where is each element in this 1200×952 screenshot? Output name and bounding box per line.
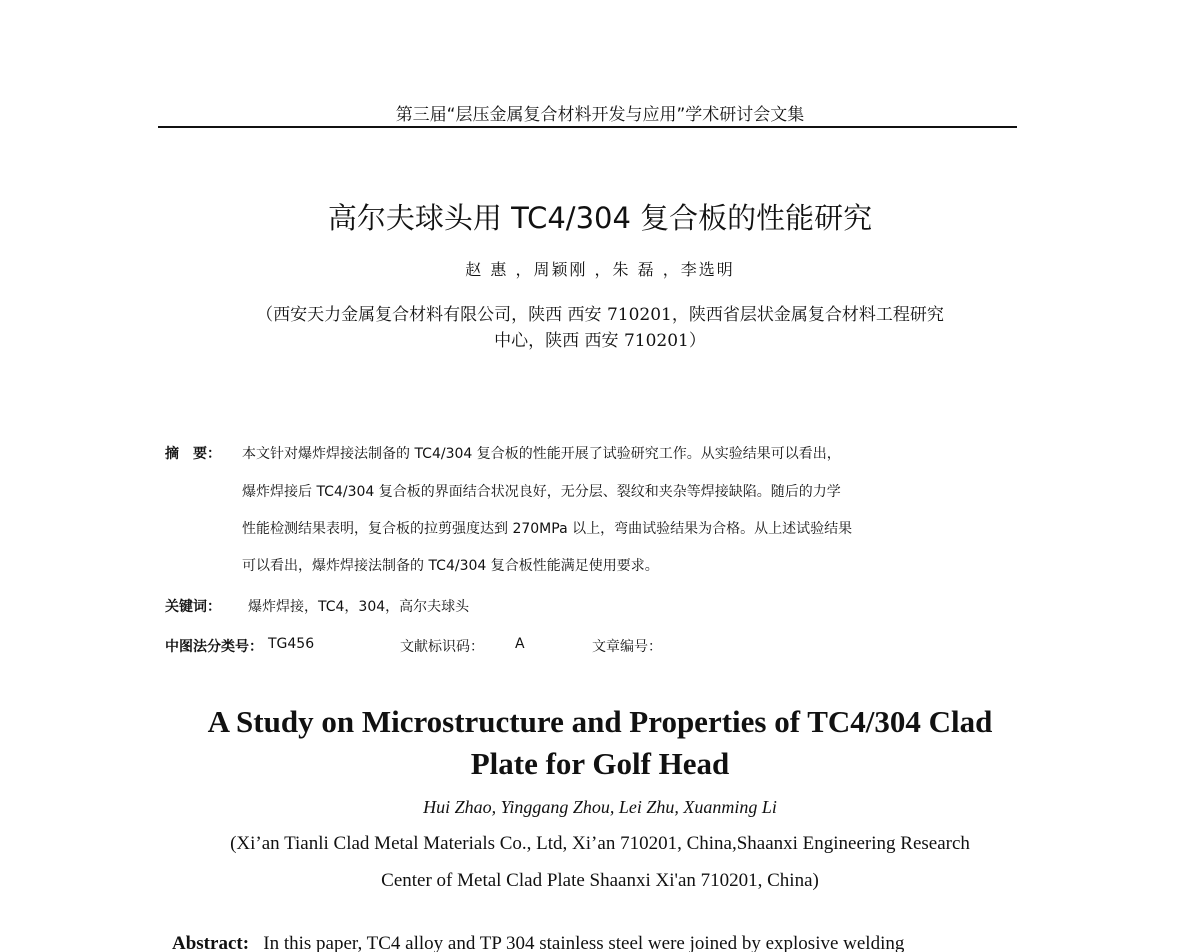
chinese-affiliation-line: （西安天力金属复合材料有限公司，陕西 西安 710201，陕西省层状金属复合材料工程研究 [256, 305, 944, 325]
english-abstract-text: In this paper, TC4 alloy and TP 304 stainless steel were joined by explosive welding [263, 933, 905, 952]
running-header: 第三届“层压金属复合材料开发与应用”学术研讨会文集 [395, 105, 805, 125]
doc-code-value: A [515, 636, 525, 652]
english-title-line: A Study on Microstructure and Properties of TC4/304 Clad [207, 704, 993, 739]
clc-label: 中图法分类号： [165, 639, 263, 655]
abstract-line: 性能检测结果表明，复合板的拉剪强度达到 270MPa 以上，弯曲试验结果为合格。从上述试验结果 [242, 521, 853, 537]
chinese-authors: 赵 惠 ，周颖刚 ，朱 磊 ，李选明 [465, 260, 735, 279]
keywords-label: 关键词： [165, 599, 221, 615]
english-abstract [172, 933, 904, 952]
header-rule [158, 126, 1017, 128]
keywords-value: 爆炸焊接，TC4，304，高尔夫球头 [248, 599, 470, 615]
english-abstract-label: Abstract: [172, 933, 250, 952]
english-title-line: Plate for Golf Head [470, 746, 730, 781]
article-number-label: 文章编号： [592, 639, 662, 655]
abstract-line: 爆炸焊接后 TC4/304 复合板的界面结合状况良好，无分层、裂纹和夹杂等焊接缺陷。随后的力学 [242, 484, 841, 500]
english-affiliation-line: Center of Metal Clad Plate Shaanxi Xi'an 710201, China) [381, 870, 819, 891]
doc-code-label: 文献标识码： [400, 639, 484, 655]
clc-value: TG456 [268, 636, 315, 652]
english-affiliation-line: (Xi’an Tianli Clad Metal Materials Co., Ltd, Xi’an 710201, China,Shaanxi Engineering Research [230, 833, 970, 854]
english-authors: Hui Zhao, Yinggang Zhou, Lei Zhu, Xuanming Li [423, 797, 777, 817]
abstract-line: 可以看出，爆炸焊接法制备的 TC4/304 复合板性能满足使用要求。 [242, 558, 659, 574]
abstract-line: 本文针对爆炸焊接法制备的 TC4/304 复合板的性能开展了试验研究工作。从实验结果可以看出， [242, 446, 841, 462]
abstract-label: 摘 要： [165, 446, 221, 462]
chinese-title: 高尔夫球头用 TC4/304 复合板的性能研究 [327, 201, 873, 235]
chinese-affiliation-line: 中心，陕西 西安 710201） [494, 331, 706, 351]
